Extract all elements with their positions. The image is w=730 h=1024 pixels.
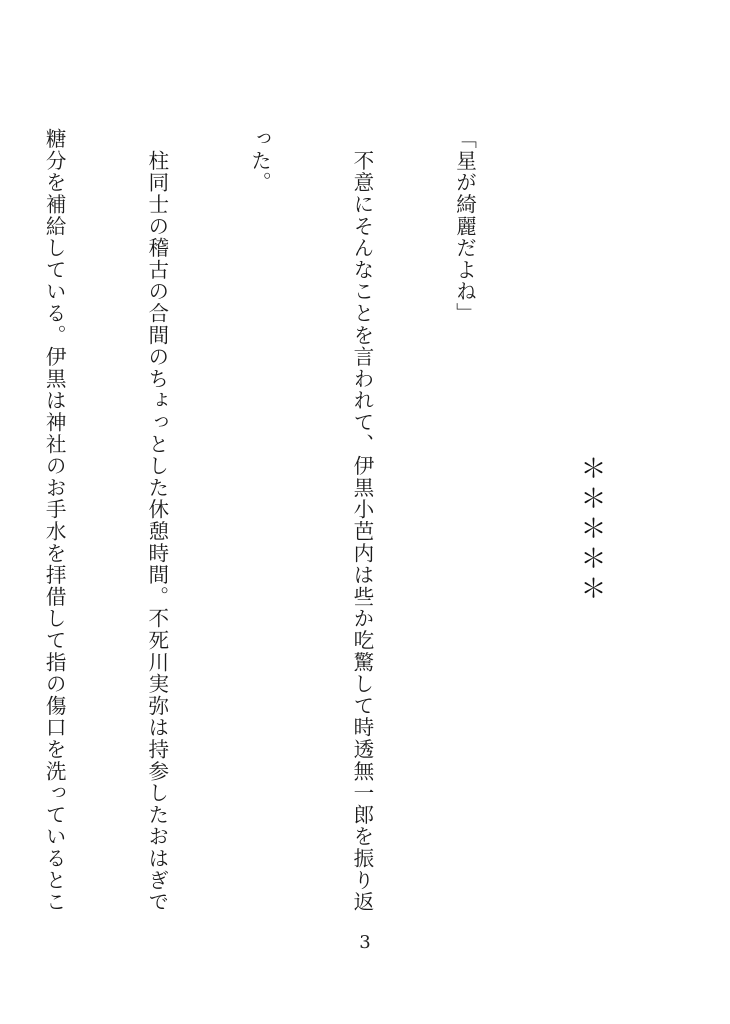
text-line: った。 xyxy=(247,128,272,194)
text-line: 糖分を補給している。伊黒は神社のお手水を拝借して指の傷口を洗っているとこ xyxy=(42,128,67,913)
text-line: 柱同士の稽古の合間のちょっとした休憩時間。不死川実弥は持参したおはぎで xyxy=(144,128,169,913)
story-text xyxy=(0,128,550,914)
text-line: 「星が綺麗だよね」 xyxy=(452,128,477,325)
section-separator: ＊＊＊＊＊ xyxy=(576,455,606,605)
page-number: 3 xyxy=(359,932,371,953)
text-line: 不意にそんなことを言われて、伊黒小芭内は些か吃驚して時透無一郎を振り返 xyxy=(349,128,374,913)
